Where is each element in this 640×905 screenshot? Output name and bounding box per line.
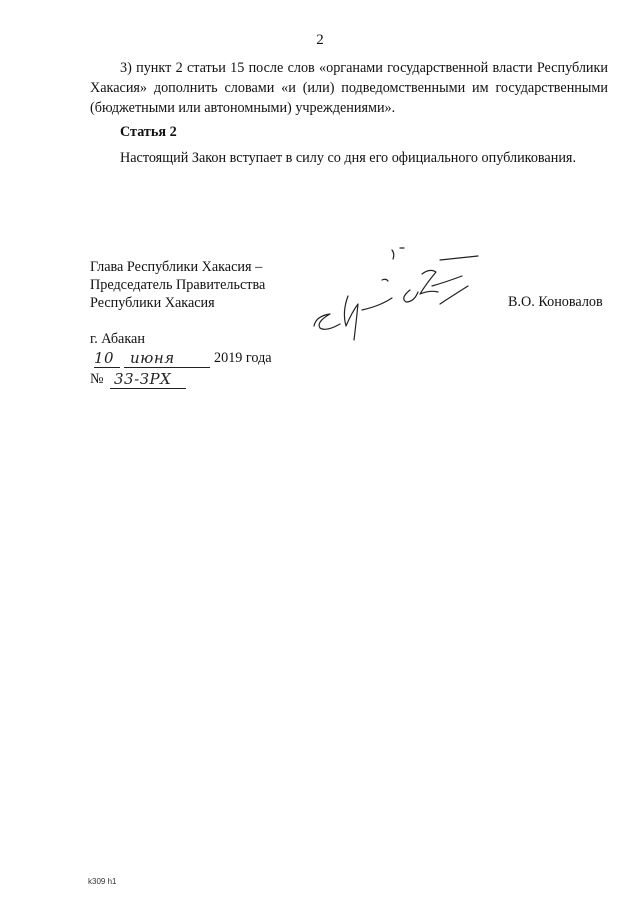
amendment-paragraph: 3) пункт 2 статьи 15 после слов «органами государственной власти Республики Хакасия» дополнить словами «и (или) подведомственными им государственными (бюджетными или автономными) учреждениями». xyxy=(90,60,608,116)
signatory-title-line: Глава Республики Хакасия – xyxy=(90,259,263,275)
date-day-handwritten: 10 xyxy=(94,349,120,368)
page-number: 2 xyxy=(316,32,324,48)
signing-date xyxy=(90,350,290,370)
date-year: 2019 года xyxy=(214,350,272,366)
signatory-title-block xyxy=(90,258,265,312)
handwritten-signature xyxy=(300,238,490,348)
footer-code: k309 h1 xyxy=(88,877,117,886)
signatory-title-line: Республики Хакасия xyxy=(90,295,215,311)
article-title: Статья 2 xyxy=(120,124,177,140)
law-number-handwritten: 33-ЗРХ xyxy=(110,370,186,389)
number-sign: № xyxy=(90,371,104,387)
signatory-title-line: Председатель Правительства xyxy=(90,277,266,293)
signatory-name: В.О. Коновалов xyxy=(508,294,603,310)
law-number xyxy=(90,371,250,393)
date-month-handwritten: июня xyxy=(124,349,210,368)
effective-date-paragraph: Настоящий Закон вступает в силу со дня его официального опубликования. xyxy=(120,150,576,166)
city: г. Абакан xyxy=(90,331,145,347)
